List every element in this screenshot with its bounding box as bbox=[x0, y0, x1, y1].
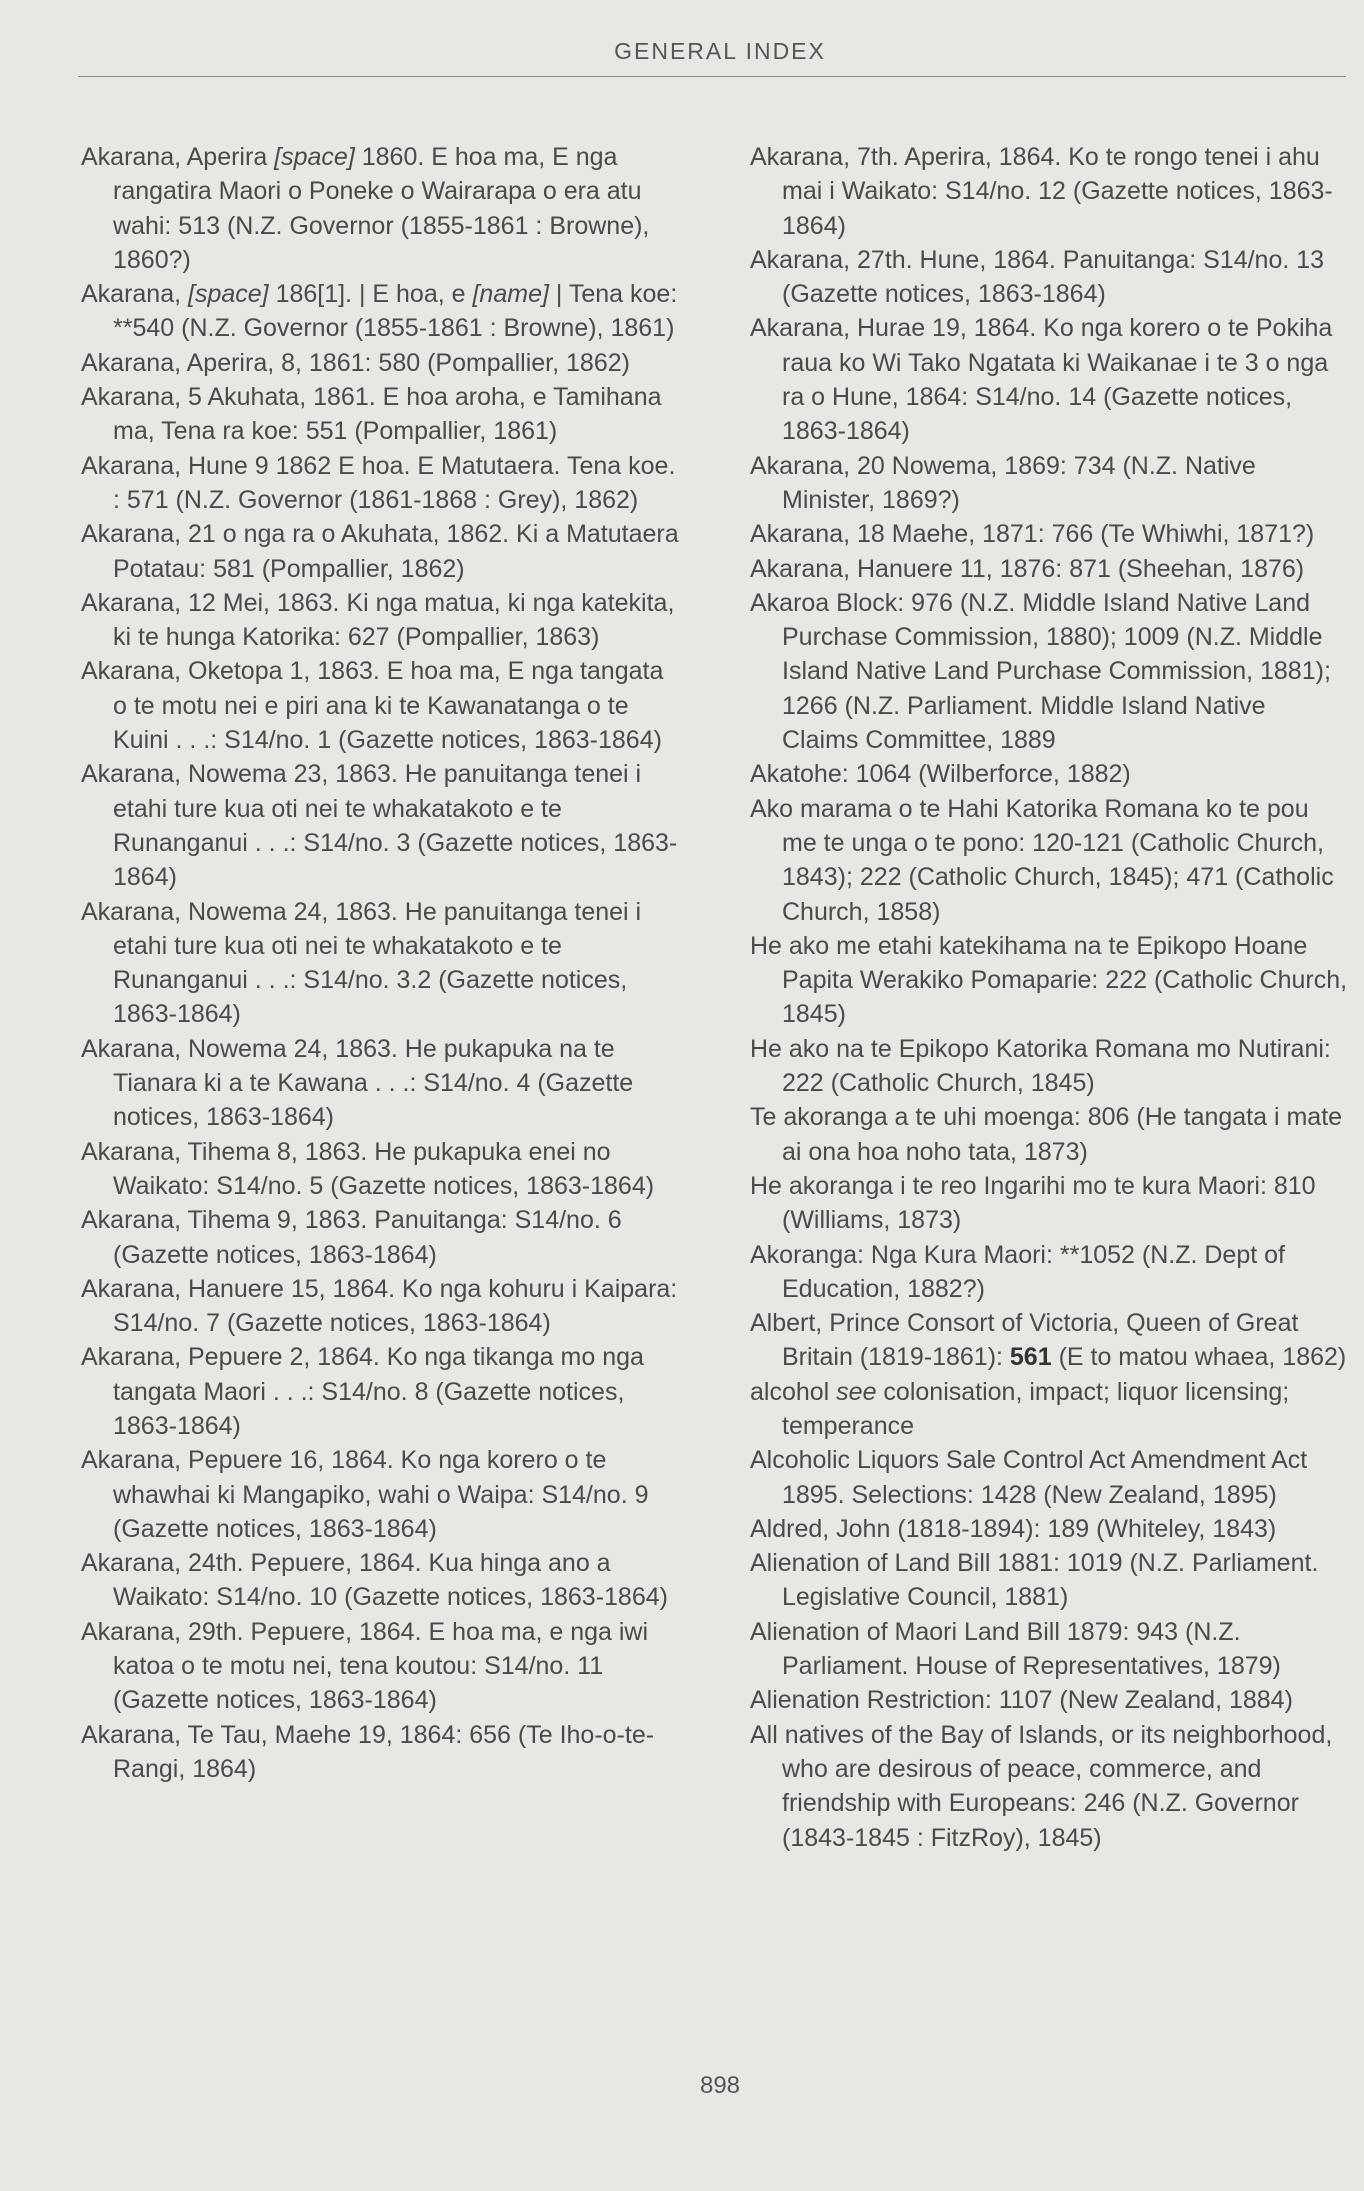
page-number: 898 bbox=[699, 2072, 741, 2099]
index-entry bbox=[81, 1546, 679, 1615]
index-entry bbox=[81, 1032, 679, 1135]
index-entry-text: Akarana, Nowema 24, 1863. He pukapuka na te Tianara ki a te Kawana . . .: S14/no. 4 (Gazette notices, 1863-1864) bbox=[81, 1034, 634, 1132]
index-entry-text: He ako me etahi katekihama na te Epikopo Hoane Papita Werakiko Pomaparie: 222 (Catholic Church, 1845) bbox=[750, 931, 1348, 1029]
index-entry bbox=[750, 517, 1348, 551]
index-entry-text: [space] bbox=[188, 280, 269, 309]
index-entry bbox=[81, 449, 679, 518]
index-entry bbox=[81, 380, 679, 449]
index-entry-text: | Tena koe: **540 (N.Z. Governor (1855-1861 : Browne), 1861) bbox=[113, 280, 678, 343]
index-entry-text: Akarana, Aperira bbox=[81, 143, 275, 171]
index-entry bbox=[81, 757, 679, 894]
index-entry bbox=[750, 1238, 1348, 1307]
index-entry bbox=[750, 929, 1348, 1032]
index-entry bbox=[750, 1512, 1348, 1546]
index-entry bbox=[750, 1443, 1348, 1512]
index-entry-text: Akarana, 24th. Pepuere, 1864. Kua hinga ano a Waikato: S14/no. 10 (Gazette notices, 1863-1864) bbox=[81, 1549, 668, 1612]
index-entry-text: All natives of the Bay of Islands, or its neighborhood, who are desirous of peace, commerce, and friendship with Europeans: 246 (N.Z. Governor (1843-1845 : FitzRoy), 1845) bbox=[750, 1720, 1333, 1852]
index-entry bbox=[81, 654, 679, 757]
index-entry-text: Akarana, Nowema 23, 1863. He panuitanga tenei i etahi ture kua oti nei te whakatakoto e te Runanganui . . .: S14/no. 3 (Gazette notices, 1863-1864) bbox=[81, 760, 678, 892]
index-entry-text: Akarana, 5 Akuhata, 1861. E hoa aroha, e Tamihana ma, Tena ra koe: 551 (Pompallier, 1861) bbox=[81, 383, 662, 446]
index-entry-text: (E to matou whaea, 1862) bbox=[1051, 1343, 1347, 1372]
index-entry-text: [name] bbox=[472, 280, 549, 309]
index-entry bbox=[750, 1683, 1348, 1717]
index-entry-text: Akarana, 21 o nga ra o Akuhata, 1862. Ki a Matutaera Potatau: 581 (Pompallier, 1862) bbox=[81, 520, 679, 583]
index-entry-text: Alcoholic Liquors Sale Control Act Amendment Act 1895. Selections: 1428 (New Zealand, 1895) bbox=[750, 1446, 1308, 1509]
index-column-left bbox=[81, 140, 679, 1786]
index-entry bbox=[750, 449, 1348, 518]
running-header: GENERAL INDEX bbox=[614, 38, 826, 64]
index-entry-text: Akarana, Pepuere 2, 1864. Ko nga tikanga mo nga tangata Maori . . .: S14/no. 8 (Gazette notices, 1863-1864) bbox=[81, 1343, 644, 1440]
index-entry bbox=[81, 517, 679, 586]
index-entry-text: Akarana, 29th. Pepuere, 1864. E hoa ma, e nga iwi katoa o te motu nei, tena koutou: S14/no. 11 (Gazette notices, 1863-1864) bbox=[81, 1617, 649, 1715]
header-rule bbox=[78, 76, 1346, 77]
index-entry bbox=[750, 552, 1348, 586]
index-entry-text: He akoranga i te reo Ingarihi mo te kura Maori: 810 (Williams, 1873) bbox=[750, 1171, 1316, 1235]
index-entry bbox=[750, 792, 1348, 929]
index-entry bbox=[81, 1272, 679, 1341]
index-entry bbox=[81, 1203, 679, 1272]
index-entry bbox=[750, 586, 1348, 757]
index-entry-text: Akarana, Pepuere 16, 1864. Ko nga korero o te whawhai ki Mangapiko, wahi o Waipa: S14/no. 9 (Gazette notices, 1863-1864) bbox=[81, 1446, 649, 1543]
index-entry bbox=[81, 140, 679, 277]
index-entry bbox=[81, 1135, 679, 1204]
index-entry bbox=[750, 1100, 1348, 1169]
index-entry bbox=[750, 243, 1348, 312]
index-entry bbox=[81, 1615, 679, 1718]
index-entry-text: Akarana, Hanuere 15, 1864. Ko nga kohuru i Kaipara: S14/no. 7 (Gazette notices, 1863-1864) bbox=[81, 1274, 678, 1338]
index-entry-text: Ako marama o te Hahi Katorika Romana ko te pou me te unga o te pono: 120-121 (Catholic Church, 1843); 222 (Catholic Church, 1845); 471 (Catholic Church, 1858) bbox=[750, 794, 1334, 926]
index-entry-text: [space] bbox=[274, 143, 355, 171]
index-entry-text: Akarana, Hurae 19, 1864. Ko nga korero o te Pokiha raua ko Wi Tako Ngatata ki Waikanae i te 3 o nga ra o Hune, 1864: S14/no. 14 (Gazette notices, 1863-1864) bbox=[750, 314, 1333, 446]
index-entry bbox=[81, 895, 679, 1032]
index-entry bbox=[81, 1340, 679, 1443]
index-entry-text: Akarana, 20 Nowema, 1869: 734 (N.Z. Native Minister, 1869?) bbox=[750, 451, 1256, 514]
index-entry bbox=[81, 586, 679, 655]
index-entry-text: Akarana, Tihema 9, 1863. Panuitanga: S14/no. 6 (Gazette notices, 1863-1864) bbox=[81, 1206, 622, 1269]
index-column-right bbox=[750, 140, 1348, 1855]
index-entry-text: Akarana, Tihema 8, 1863. He pukapuka enei no Waikato: S14/no. 5 (Gazette notices, 1863-1864) bbox=[81, 1137, 655, 1200]
index-entry-text: 1860. E hoa ma, E nga rangatira Maori o Poneke o Wairarapa o era atu wahi: 513 (N.Z. Governor (1855-1861 : Browne), 1860?) bbox=[113, 143, 650, 274]
index-entry-text: Akarana, Te Tau, Maehe 19, 1864: 656 (Te Iho-o-te-Rangi, 1864) bbox=[81, 1720, 655, 1783]
index-entry-text: Alienation Restriction: 1107 (New Zealand, 1884) bbox=[750, 1686, 1293, 1715]
index-entry-text: Akarana, 7th. Aperira, 1864. Ko te rongo tenei i ahu mai i Waikato: S14/no. 12 (Gazette notices, 1863-1864) bbox=[750, 143, 1333, 240]
index-entry-text: Albert, Prince Consort of Victoria, Queen of Great Britain (1819-1861): bbox=[750, 1309, 1299, 1372]
index-entry-text: see bbox=[836, 1377, 877, 1406]
index-entry bbox=[81, 346, 679, 380]
index-entry-text: 561 bbox=[1009, 1343, 1052, 1372]
index-entry-text: Akarana, Hune 9 1862 E hoa. E Matutaera. Tena koe. : 571 (N.Z. Governor (1861-1868 : Grey), 1862) bbox=[81, 451, 676, 514]
index-entry-text: Akarana, bbox=[81, 280, 189, 309]
index-entry-text: alcohol bbox=[750, 1377, 837, 1406]
index-entry-text: Akarana, 12 Mei, 1863. Ki nga matua, ki nga katekita, ki te hunga Katorika: 627 (Pompallier, 1863) bbox=[81, 588, 675, 652]
index-entry-text: colonisation, impact; liquor licensing; temperance bbox=[782, 1377, 1290, 1440]
index-entry-text: Akaroa Block: 976 (N.Z. Middle Island Native Land Purchase Commission, 1880); 1009 (N.Z. Middle Island Native Land Purchase Commission, 1881); 1266 (N.Z. Parliament. Middle Island Native Claims Committee, 1889 bbox=[750, 588, 1331, 755]
index-entry bbox=[750, 140, 1348, 243]
index-entry bbox=[81, 1718, 679, 1787]
index-entry bbox=[81, 277, 679, 346]
index-entry-text: Akarana, Aperira, 8, 1861: 580 (Pompallier, 1862) bbox=[81, 348, 630, 377]
index-entry-text: Akoranga: Nga Kura Maori: **1052 (N.Z. Dept of Education, 1882?) bbox=[750, 1240, 1285, 1303]
index-entry bbox=[750, 1032, 1348, 1101]
index-entry-text: Akarana, 18 Maehe, 1871: 766 (Te Whiwhi, 1871?) bbox=[750, 520, 1315, 549]
index-entry-text: Akarana, 27th. Hune, 1864. Panuitanga: S14/no. 13 (Gazette notices, 1863-1864) bbox=[750, 245, 1325, 309]
index-entry bbox=[750, 1718, 1348, 1855]
index-entry bbox=[750, 757, 1348, 791]
index-entry-text: Akatohe: 1064 (Wilberforce, 1882) bbox=[750, 760, 1131, 789]
index-entry bbox=[750, 311, 1348, 448]
index-entry-text: Akarana, Hanuere 11, 1876: 871 (Sheehan, 1876) bbox=[750, 554, 1305, 583]
index-entry bbox=[750, 1615, 1348, 1684]
index-entry bbox=[750, 1306, 1348, 1375]
index-entry-text: Alienation of Maori Land Bill 1879: 943 (N.Z. Parliament. House of Representatives, 1879) bbox=[750, 1617, 1281, 1681]
index-entry-text: Aldred, John (1818-1894): 189 (Whiteley, 1843) bbox=[750, 1514, 1277, 1543]
index-entry bbox=[750, 1546, 1348, 1615]
index-entry-text: Akarana, Nowema 24, 1863. He panuitanga tenei i etahi ture kua oti nei te whakatakoto e te Runanganui . . .: S14/no. 3.2 (Gazette notices, 1863-1864) bbox=[81, 897, 642, 1029]
index-entry-text: Te akoranga a te uhi moenga: 806 (He tangata i mate ai ona hoa noho tata, 1873) bbox=[750, 1103, 1343, 1166]
index-entry bbox=[81, 1443, 679, 1546]
index-entry bbox=[750, 1169, 1348, 1238]
index-entry-text: Akarana, Oketopa 1, 1863. E hoa ma, E nga tangata o te motu nei e piri ana ki te Kawanatanga o te Kuini . . .: S14/no. 1 (Gazette notices, 1863-1864) bbox=[81, 657, 664, 755]
index-entry-text: Alienation of Land Bill 1881: 1019 (N.Z. Parliament. Legislative Council, 1881) bbox=[750, 1549, 1319, 1612]
index-entry-text: 186[1]. | E hoa, e bbox=[268, 280, 473, 309]
index-entry bbox=[750, 1375, 1348, 1444]
index-entry-text: He ako na te Epikopo Katorika Romana mo Nutirani: 222 (Catholic Church, 1845) bbox=[750, 1034, 1331, 1098]
